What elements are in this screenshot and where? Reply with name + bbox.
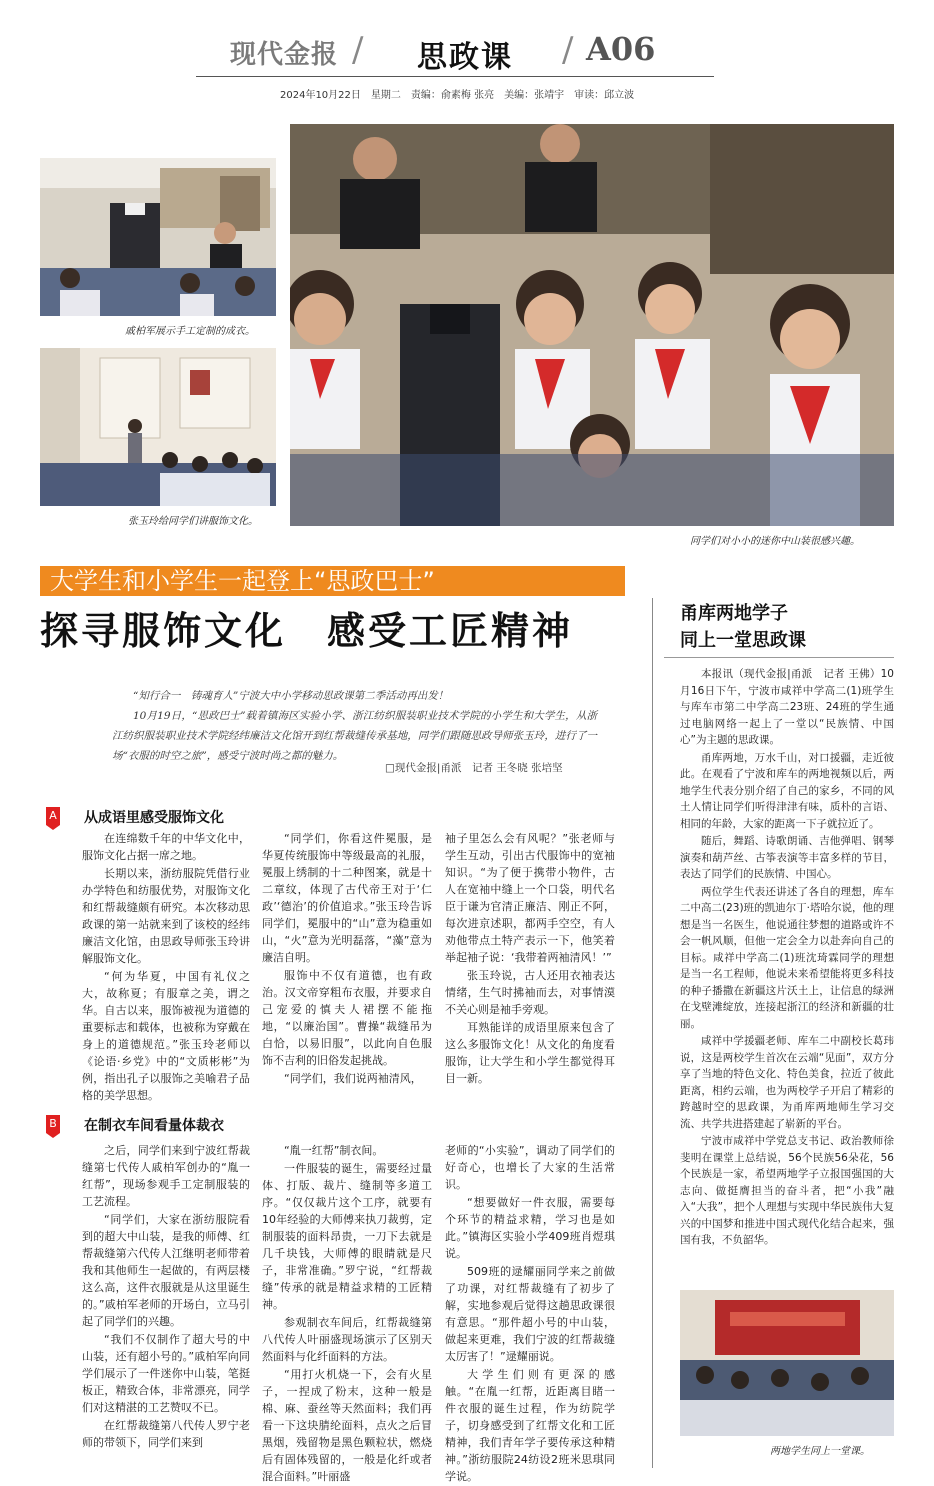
paragraph: 咸祥中学援疆老师、库车二中副校长葛玮说，这是两校学生首次在云端“见面”，双方分享了当地的特色文化、特色美食，拉近了彼此距离，相约云端，也为两校学子开启了精彩的跨越时空的思政课，为甬库两地师生学习交流、共学共进搭建起了崭新的平台。 [680,1035,894,1130]
paragraph: 耳熟能详的成语里原来包含了这么多服饰文化！从文化的角度看服饰，让大学生和小学生都觉得耳目一新。 [445,1021,615,1085]
paragraph: 大学生们则有更深的感触。“在胤一红帮，近距离目睹一件衣服的诞生过程，作为纺院学子，切身感受到了红帮文化和工匠精神，我们青年学子要传承这种精神。”浙纺服院24纺设2班米思琪同学说。 [445,1368,615,1483]
newspaper-name: 现代金报 [230,40,339,70]
photo-caption: 同学们对小小的迷你中山装很感兴趣。 [690,536,860,547]
paragraph: 参观制衣车间后，红帮裁缝第八代传人叶丽盛现场演示了区别天然面料与化纤面料的方法。 [262,1316,432,1363]
masthead-divider: / [352,30,364,70]
paragraph: “用打火机烧一下，会有火星子，一捏成了粉末，这种一般是棉、麻、蚕丝等天然面料；我们再看一下这块腈纶面料，点火之后冒黑烟，残留物是黑色颗粒状，燃烧后有固体残留的，一般是化纤或者混合面料。”叶丽盛 [262,1368,432,1483]
page-number: A06 [586,30,656,68]
lead-paragraph [112,686,597,766]
paragraph: “想要做好一件衣服，需要每个环节的精益求精，学习也是如此。”镇海区实验小学409班肖煜琪说。 [445,1196,615,1260]
paragraph: 在连绵数千年的中华文化中，服饰文化占据一席之地。 [82,832,250,862]
paragraph: 两位学生代表还讲述了各自的理想，库车二中高二(23)班的凯迪尔丁·塔哈尔说，他的理想是当一名医生，他说通往梦想的道路或许不会一帆风顺，但他一定会全力以赴奔向自己的目标。咸祥中学高二(1)班沈琦霖同学的理想是当一名工程师，他说未来希望能将更多科技的种子播撒在新疆这片沃土上，让信息的绿洲在戈壁滩绽放，连接起浙江的经济和新疆的壮丽。 [680,885,894,1030]
article-column [82,830,250,1105]
paragraph: 随后，舞蹈、诗歌朗诵、吉他弹唱、钢琴演奏和葫芦丝、古筝表演等丰富多样的节目，表达了同学们的民族情、中国心。 [680,835,894,880]
section-marker: B [46,1115,60,1133]
paragraph: “胤一红帮”制衣间。 [284,1144,384,1157]
lead-line: “知行合一 铸魂育人”宁波大中小学移动思政课第二季活动再出发！ [133,690,449,702]
side-story-title [680,600,806,654]
byline: □现代金报|甬派 记者 王冬晓 张培坚 [385,762,563,774]
paragraph: 本报讯（现代金报|甬派 记者 王佛）10月16日下午，宁波市咸祥中学高二(1)班学生与库车市第二中学高二23班、24班的学生通过电脑网络一起上了一堂以“民族情、中国心”为主题的思政课。 [680,668,894,746]
photo-tailor-showing-suit [40,158,276,316]
section-marker-tail [46,825,60,830]
dateline: 2024年10月22日 星期二 责编：俞素梅 张亮 美编：张靖宇 审读：邱立波 [280,90,635,101]
photo-classroom [680,1290,894,1436]
section-title: 在制衣车间看量体裁衣 [84,1118,224,1134]
side-title-line: 甬库两地学子 [680,603,788,624]
photo-caption: 两地学生同上一堂课。 [770,1446,870,1457]
paragraph: 长期以来，浙纺服院凭借行业办学特色和纺服优势，对服饰文化和红帮裁缝颇有研究。本次移动思政课的第一站就来到了该校的经纬廉洁文化馆，由思政导师张玉玲讲解服饰文化。 [82,867,250,965]
side-story-body [680,666,894,1250]
paragraph: 甬库两地，万水千山，对口援疆，走近彼此。在观看了宁波和库车的两地视频以后，两地学生代表分别介绍了自己的家乡，不同的风土人情让同学们听得津津有味，质朴的言语、相同的年龄，大家的距离一下子就拉近了。 [680,751,894,830]
article-column [262,830,432,1088]
masthead [212,28,722,78]
paragraph: 袖子里怎么会有风呢？”张老师与学生互动，引出古代服饰中的宽袖知识。“为了便于携带小物件，古人在宽袖中缝上一个口袋，明代名臣于谦为官清正廉洁、刚正不阿，每次进京述职，都两手空空，有人劝他带点土特产表示一下，他笑着举起袖子说：‘我带着两袖清风！’” [445,832,615,964]
lead-line: 10月19日，“思政巴士”载着镇海区实验小学、浙江纺织服装职业技术学院的小学生和大学生，从浙江纺织服装职业技术学院经纬廉洁文化馆开到红帮裁缝传承基地，同学们跟随思政导师张玉玲，进行了一场“衣服的时空之旅”，感受宁波时尚之都的魅力。 [112,710,597,762]
masthead-divider: / [562,30,574,70]
paragraph: 一件服装的诞生，需要经过量体、打版、裁片、缝制等多道工序。“仅仅裁片这个工序，就要有10年经验的大师傅来执刀裁剪，定制服装的面料昂贵，一刀下去就是几千块钱，大师傅的眼睛就是尺子，非常准确。”罗宁说，“红帮裁缝”传承的就是精益求精的工匠精神。 [262,1162,432,1311]
column-divider [652,598,653,1468]
section-marker-tail [46,1133,60,1138]
paragraph: “同学们，我们说两袖清风， [284,1072,422,1085]
paragraph: 宁波市咸祥中学党总支书记、政治教师徐斐明在课堂上总结说，56个民族56朵花，56个民族是一家，希望两地学子立报国强国的大志向、做挺膺担当的奋斗者，把“小我”融入“大我”，把个人理想与实现中华民族伟大复兴的中国梦和推进中国式现代化结合起来，强国有我，不负韶华。 [680,1135,894,1246]
article-column [262,1142,432,1486]
paragraph: 服饰中不仅有道德，也有政治。汉文帝穿粗布衣服，并要求自己宠爱的慎夫人裙摆不能拖地，“以廉治国”。曹操“裁缝吊为白恰，以易旧服”，以此向自色服饰不吉利的旧俗发起挑战。 [262,969,432,1067]
paragraph: 之后，同学们来到宁波红帮裁缝第七代传人戚柏军创办的“胤一红帮”，现场参观手工定制服装的工艺流程。 [82,1144,250,1208]
photo-caption: 张玉玲给同学们讲服饰文化。 [128,516,258,527]
photo-students-mini-suit [290,124,894,526]
paragraph: “同学们，你看这件冕服，是华夏传统服饰中等级最高的礼服，冕服上绣制的十二种图案，就是十二章纹，体现了古代帝王对于‘仁政’‘德治’的价值追求。”张玉玲告诉同学们，冕服中的“山”意为稳重如山，“火”意为光明磊落，“藻”意为廉洁自明。 [262,832,432,964]
article-column [445,1142,615,1486]
photo-teacher-explaining [40,348,276,506]
section-title: 从成语里感受服饰文化 [84,810,224,826]
section-name: 思政课 [417,40,513,75]
article-column [445,830,615,1088]
headline: 探寻服饰文化 感受工匠精神 [40,609,574,653]
paragraph: 张玉玲说，古人还用衣袖表达情绪，生气时拂袖而去，对事情漠不关心则是袖手旁观。 [445,969,615,1016]
paragraph: “我们不仅制作了超大号的中山装，还有超小号的。”戚柏军向同学们展示了一件迷你中山装，笔挺板正，精致合体，非常漂亮，同学们对这精湛的工艺赞叹不已。 [82,1333,250,1414]
paragraph: 在红帮裁缝第八代传人罗宁老师的带领下，同学们来到 [82,1419,250,1449]
article-column [82,1142,250,1452]
paragraph: 老师的“小实验”，调动了同学们的好奇心，也增长了大家的生活常识。 [445,1144,615,1191]
side-title-rule [664,657,894,658]
kicker: 大学生和小学生一起登上“思政巴士” [50,567,435,595]
masthead-rule [196,76,714,77]
section-marker: A [46,807,60,825]
paragraph: “同学们，大家在浙纺服院看到的超大中山装，是我的师傅、红帮裁缝第六代传人江继明老师带着我和其他师生一起做的，有两层楼这么高，这件衣服就是从这里诞生的。”戚柏军老师的开场白，立马引起了同学们的兴趣。 [82,1213,250,1328]
photo-caption: 戚柏军展示手工定制的成衣。 [125,326,255,337]
paragraph: “何为华夏，中国有礼仪之大，故称夏；有服章之美，谓之华。自古以来，服饰被视为道德的重要标志和载体，也被称为穿戴在身上的道德规范。”张玉玲老师以《论语·乡党》中的“文质彬彬”为例，指出孔子以服饰之美喻君子品格的美学思想。 [82,970,250,1102]
paragraph: 509班的逯耀丽同学来之前做了功课，对红帮裁缝有了初步了解，实地参观后觉得这趟思政课很有意思。“那件超小号的中山装，做起来更难，我们宁波的红帮裁缝太厉害了！”逯耀丽说。 [445,1265,615,1363]
side-title-line: 同上一堂思政课 [680,630,806,651]
